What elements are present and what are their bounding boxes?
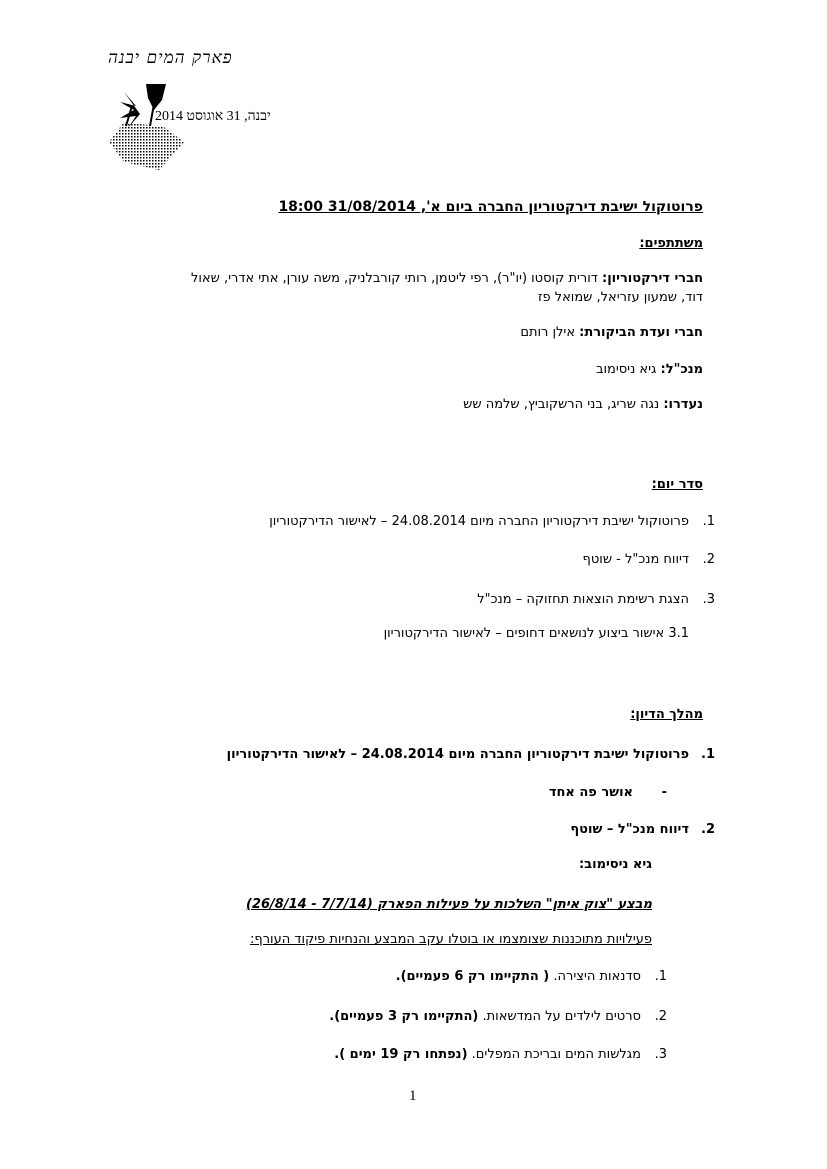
ceo-label: מנכ"ל: [660, 362, 703, 377]
item-note: (נפתחו רק 19 ימים ). [334, 1047, 468, 1062]
item-text: פרוטוקול ישיבת דירקטוריון החברה מיום 24.08.2014 – לאישור הדירקטוריון [226, 747, 689, 762]
activities-heading: פעילויות מתוכננות שצומצמו או בוטלו עקב המבצע והנחיות פיקוד העורף: [250, 932, 652, 947]
activity-item [329, 1008, 667, 1026]
item-text: הצגת רשימת הוצאות תחזוקה – מנכ"ל [477, 592, 689, 607]
agenda-item [477, 591, 715, 609]
agenda-item [583, 551, 715, 569]
item-number: 2. [701, 822, 715, 837]
item-text: מגלשות המים ובריכת המפלים. [467, 1047, 641, 1062]
page-number: 1 [409, 1088, 417, 1104]
ceo-value: גיא ניסימוב [595, 362, 661, 377]
document-date: יבנה, 31 אוגוסט 2014 [155, 109, 271, 124]
operation-title: מבצע "צוק איתן" השלכות על פעילות הפארק (7/7/14 - 26/8/14) [246, 897, 652, 912]
item-number: 2. [654, 1009, 667, 1024]
discussion-heading: מהלך הדיון: [630, 707, 703, 722]
bullet-text: אושר פה אחד [548, 785, 633, 800]
item-text: סרטים לילדים על המדשאות. [478, 1009, 641, 1024]
discussion-item [227, 746, 715, 764]
item-number: 1. [654, 969, 667, 984]
logo-text: פארק המים יבנה [108, 48, 233, 68]
document-title: פרוטוקול ישיבת דירקטוריון החברה ביום א', 31/08/2014 18:00 [278, 199, 703, 215]
item-number: 3. [702, 592, 715, 607]
absent-label: נעדרו: [663, 397, 703, 412]
participants-heading: משתתפים: [639, 236, 703, 251]
absent-value: נגה שריג, בני הרשקוביץ, שלמה שש [463, 397, 664, 412]
audit-label: חברי ועדת הביקורת: [579, 325, 703, 340]
discussion-item [570, 821, 715, 839]
item-text: דיווח מנכ"ל – שוטף [570, 822, 689, 837]
directors-names: דורית קוסטו (יו"ר), רפי ליטמן, רותי קורבלניק, משה עורן, אתי אדרי, שאול [191, 271, 603, 286]
item-number: 1. [701, 747, 715, 762]
audit-value: אילן רותם [520, 325, 580, 340]
item-note: (התקיימו רק 3 פעמיים). [329, 1009, 479, 1024]
ceo-line [596, 361, 703, 379]
agenda-item [269, 513, 715, 531]
palm-tree-logo [104, 82, 194, 172]
item-text: פרוטוקול ישיבת דירקטוריון החברה מיום 24.08.2014 – לאישור הדירקטוריון [269, 514, 689, 529]
directors-line [191, 270, 703, 288]
item-number: 2. [702, 552, 715, 567]
item-note: ( התקיימו רק 6 פעמיים). [395, 969, 550, 984]
discussion-bullet [549, 784, 667, 802]
audit-committee-line [520, 324, 703, 342]
directors-label: חברי דירקטוריון: [602, 271, 703, 286]
bullet-dash: - [661, 785, 667, 800]
agenda-heading: סדר יום: [651, 477, 703, 492]
activity-item [396, 968, 667, 986]
item-text: סדנאות היצירה. [549, 969, 641, 984]
directors-line-2: דוד, שמעון עזריאל, שמואל פז [537, 290, 703, 305]
item-text: דיווח מנכ"ל - שוטף [582, 552, 689, 567]
speaker-name: גיא ניסימוב: [578, 857, 652, 872]
item-number: 1. [702, 514, 715, 529]
activity-item [334, 1046, 667, 1064]
absent-line [463, 396, 703, 414]
agenda-subitem: 3.1 אישור ביצוע לנושאים דחופים – לאישור הדירקטוריון [383, 626, 689, 641]
item-number: 3. [654, 1047, 667, 1062]
